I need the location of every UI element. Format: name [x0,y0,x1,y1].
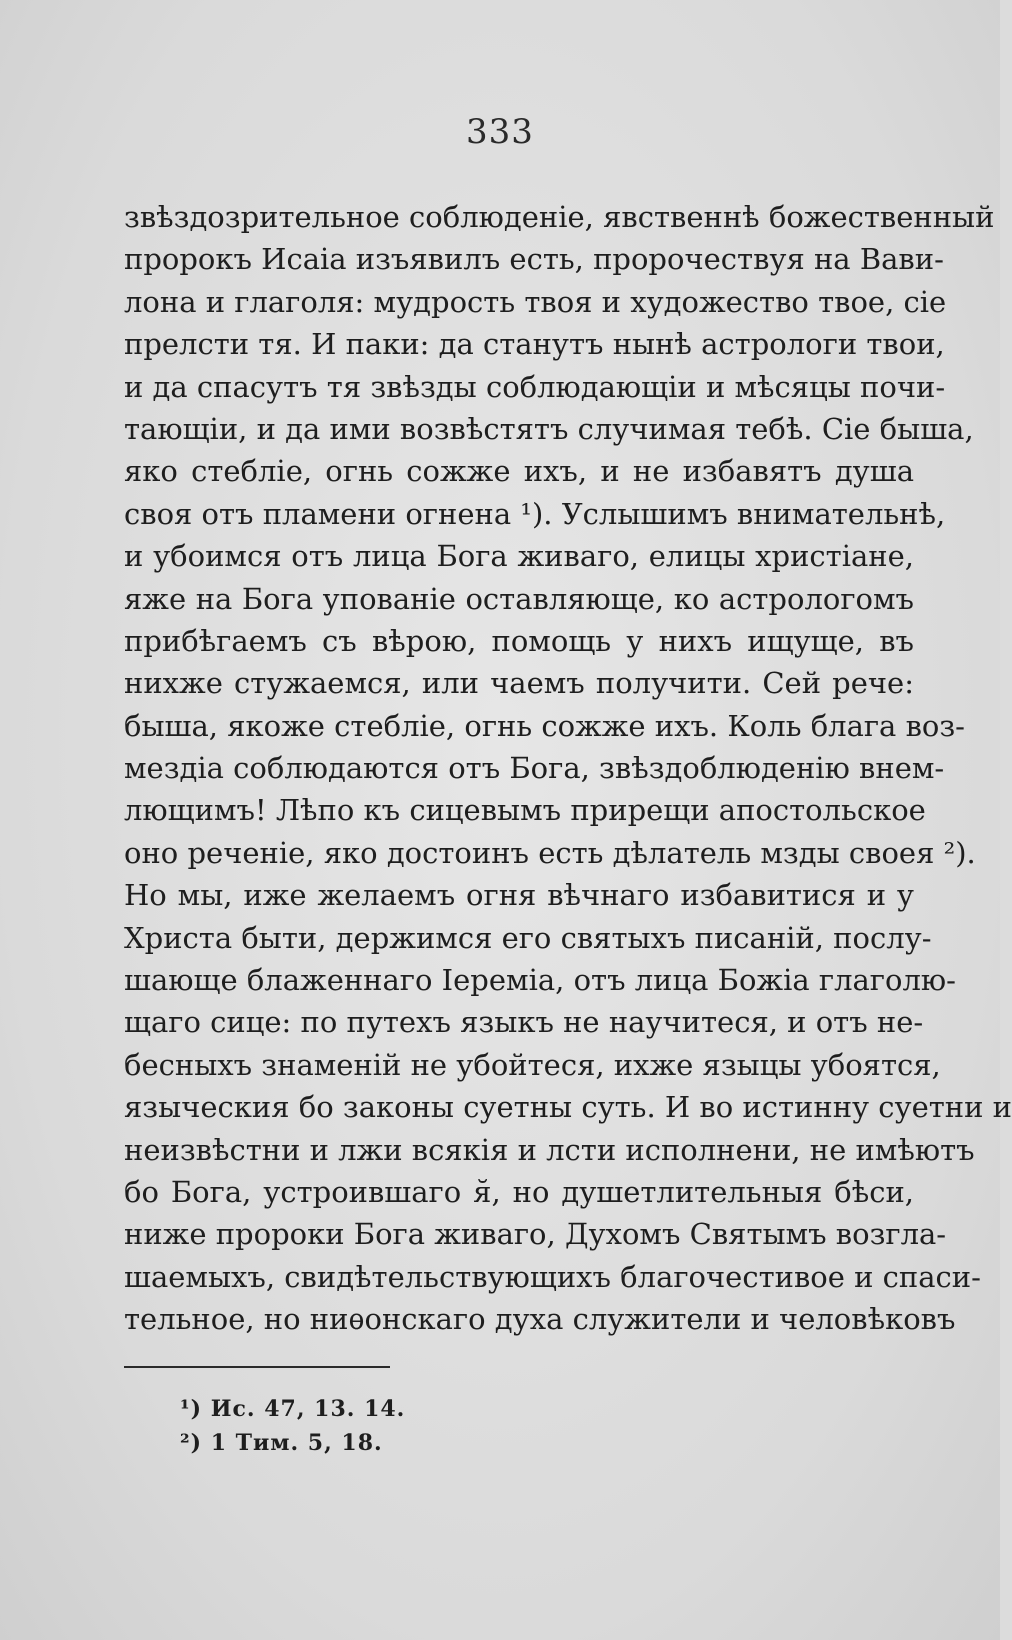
text-line: шаемыхъ, свидѣтельствующихъ благочестивое и спаси- [124,1259,981,1294]
text-line: оно реченіе, яко достоинъ есть дѣлатель мзды своея ²). [124,835,976,870]
text-line: шающе блаженнаго Іеремiа, отъ лица Божіа глаголю- [124,963,956,998]
page-number: 333 [466,112,534,152]
text-line: своя отъ пламени огнена ¹). Услышимъ внимательнѣ, [124,496,946,531]
body-text [124,196,1012,1341]
footnote-rule [124,1366,390,1368]
text-line: прибѣгаемъ съ вѣрою, помощь у нихъ ищуще, въ [124,623,914,658]
text-line: лющимъ! Лѣпо къ сицевымъ прирещи апостольское [124,793,926,828]
text-line: быша, якоже стебліе, огнь сожже ихъ. Коль блага воз- [124,708,965,743]
text-line: пророкъ Исаіа изъявилъ есть, пророчествуя на Вави- [124,242,944,277]
text-line: неизвѣстни и лжи всякія и лсти исполнени, не имѣютъ [124,1132,975,1167]
text-line: яже на Бога упованіе оставляюще, ко астрологомъ [124,581,914,616]
footnote: ²) 1 Тим. 5, 18. [180,1430,383,1456]
text-line: щаго сице: по путехъ языкъ не научитеся, и отъ не- [124,1005,924,1040]
text-line: и да спасутъ тя звѣзды соблюдающіи и мѣсяцы почи- [124,369,946,404]
text-line: бесныхъ знаменій не убойтеся, ихже языцы убоятся, [124,1047,941,1082]
footnote: ¹) Ис. 47, 13. 14. [180,1396,406,1422]
text-line: языческия бо законы суетны суть. И во истинну суетни и [124,1090,1012,1125]
text-line: лона и глаголя: мудрость твоя и художество твое, сіе [124,284,947,319]
footnotes [180,1392,680,1460]
text-line: Но мы, иже желаемъ огня вѣчнаго избавитися и у [124,878,914,913]
text-line: Христа быти, держимся его святыхъ писаній, послу- [124,920,932,955]
text-line: звѣздозрительное соблюденіе, явственнѣ божественный [124,200,995,234]
text-line: нихже стужаемся, или чаемъ получити. Сей рече: [124,666,914,701]
text-line: мездіа соблюдаются отъ Бога, звѣздоблюденію внем- [124,751,945,786]
text-line: ниже пророки Бога живаго, Духомъ Святымъ возгла- [124,1217,947,1252]
text-line: яко стебліе, огнь сожже ихъ, и не избавятъ душа [124,454,914,489]
text-line: бо Бога, устроившаго я̆, но душетлительныя бѣси, [124,1174,914,1209]
text-line: тельное, но ниѳонскаго духа служители и человѣковъ [124,1302,956,1337]
text-line: и убоимся отъ лица Бога живаго, елицы христіане, [124,539,914,574]
text-line: тающіи, и да ими возвѣстятъ случимая тебѣ. Сіе быша, [124,411,974,446]
text-line: прелсти тя. И паки: да станутъ нынѣ астрологи твои, [124,327,945,362]
